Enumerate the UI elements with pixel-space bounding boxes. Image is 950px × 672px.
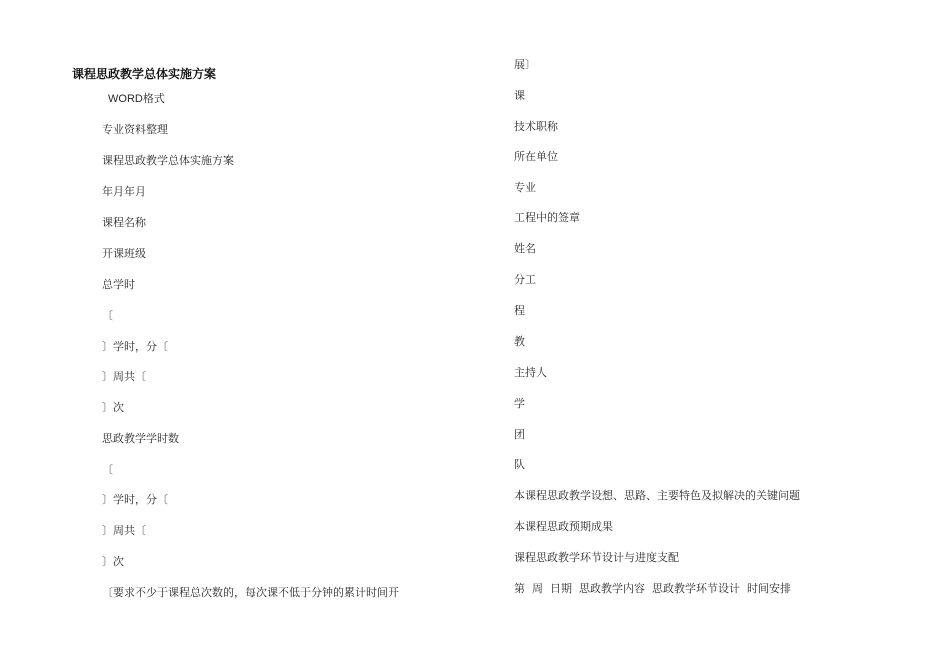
text-line: 〔 — [102, 309, 113, 322]
text-line: 团 — [514, 428, 525, 441]
text-line: 技术职称 — [514, 120, 558, 133]
text-line: 〕学时，分〔 — [102, 493, 168, 506]
text-line: 工程中的签章 — [514, 211, 580, 224]
text-line: 〔 — [102, 463, 113, 476]
text-line: 〔要求不少于课程总次数的，每次课不低于分钟的累计时间开 — [102, 586, 399, 599]
text-line: 本课程思政预期成果 — [514, 520, 613, 533]
text-line: 主持人 — [514, 366, 547, 379]
text-line: 程 — [514, 304, 525, 317]
text-line: 专业资料整理 — [102, 123, 168, 136]
text-line: 课程思政教学总体实施方案 — [102, 154, 234, 167]
text-line: 〕周共〔 — [102, 370, 146, 383]
format-label: WORD格式 — [108, 93, 165, 105]
text-line: 〕次 — [102, 401, 124, 414]
text-line: 姓名 — [514, 242, 536, 255]
text-line: 〕学时，分〔 — [102, 340, 168, 353]
text-line: 年月年月 — [102, 185, 146, 198]
text-line: 总学时 — [102, 278, 135, 291]
text-line: 〕次 — [102, 555, 124, 568]
text-line: 课程名称 — [102, 216, 146, 229]
text-line: 课 — [514, 89, 525, 102]
text-line: 所在单位 — [514, 150, 558, 163]
text-line: 本课程思政教学设想、思路、主要特色及拟解决的关键问题 — [514, 489, 800, 502]
document-title: 课程思政教学总体实施方案 — [72, 67, 217, 81]
text-line: 专业 — [514, 181, 536, 194]
text-line: 思政教学学时数 — [102, 432, 179, 445]
text-line: 课程思政教学环节设计与进度支配 — [514, 551, 679, 564]
schedule-table-header: 第 周 日期 思政教学内容 思政教学环节设计 时间安排 — [514, 582, 791, 595]
text-line: 开课班级 — [102, 247, 146, 260]
text-line: 分工 — [514, 273, 536, 286]
text-line: 学 — [514, 397, 525, 410]
text-line: 展〕 — [514, 58, 536, 71]
text-line: 教 — [514, 335, 525, 348]
text-line: 队 — [514, 458, 525, 471]
text-line: 〕周共〔 — [102, 524, 146, 537]
